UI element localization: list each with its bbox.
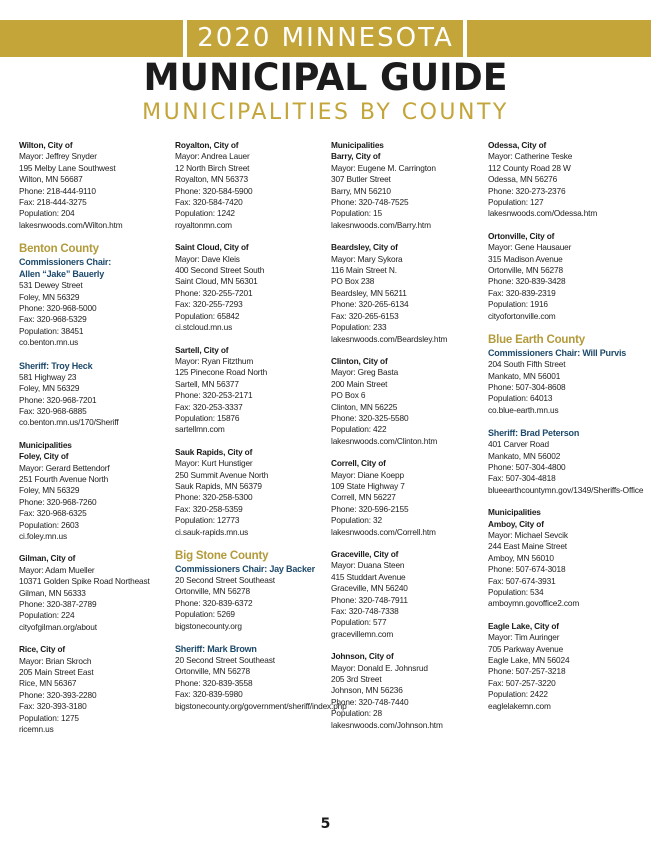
website-link[interactable]: blueearthcountymn.gov/1349/Sheriffs-Office — [488, 484, 644, 495]
commissioners-chair: Allen “Jake” Bauerly — [19, 269, 105, 280]
phone-number: Phone: 320-325-5580 — [331, 412, 409, 423]
municipality-name: Foley, City of — [19, 451, 69, 462]
municipality-name: Royalton, City of — [175, 140, 239, 150]
fax-number: Fax: 218-444-3275 — [19, 197, 87, 208]
municipality-name: Eagle Lake, City of — [488, 620, 559, 631]
population: Population: 38451 — [19, 325, 84, 336]
address-line: 200 Main Street — [331, 378, 388, 389]
address-line: 112 County Road 28 W — [488, 162, 571, 173]
fax-number: Fax: 320-258-5359 — [175, 503, 243, 514]
municipality-name: Rice, City of — [19, 644, 65, 655]
fax-number: Fax: 507-304-4818 — [488, 473, 556, 484]
municipality-entry — [331, 651, 489, 731]
fax-number: Fax: 320-968-6885 — [19, 405, 87, 416]
population: Population: 15876 — [175, 412, 240, 423]
address-line: 195 Melby Lane Southwest — [19, 162, 116, 173]
fax-number: Fax: 507-674-3931 — [488, 575, 556, 586]
population: Population: 577 — [331, 617, 387, 628]
commissioners-chair: Commissioners Chair: — [19, 257, 112, 268]
fax-number: Fax: 320-839-5980 — [175, 689, 243, 700]
address-line: Clinton, MN 56225 — [331, 401, 398, 412]
fax-number: Fax: 320-253-3337 — [175, 401, 243, 412]
population: Population: 204 — [19, 208, 75, 219]
column-2 — [175, 140, 347, 723]
phone-number: Phone: 320-839-6372 — [175, 597, 253, 608]
population: Population: 2422 — [488, 689, 548, 700]
website-link[interactable]: co.benton.mn.us — [19, 337, 79, 348]
population: Population: 1242 — [175, 208, 235, 219]
address-line: 400 Second Street South — [175, 265, 265, 276]
mayor-name: Mayor: Eugene M. Carrington — [331, 162, 436, 173]
population: Population: 534 — [488, 587, 544, 597]
address-line: Eagle Lake, MN 56024 — [488, 655, 570, 666]
address-line: Rice, MN 56367 — [19, 678, 77, 689]
website-link[interactable]: royaltonmn.com — [175, 219, 232, 230]
address-line: Ortonville, MN 56278 — [488, 265, 563, 276]
municipality-entry — [331, 356, 489, 447]
phone-number: Phone: 320-968-7201 — [19, 394, 97, 405]
mayor-name: Mayor: Andrea Lauer — [175, 151, 250, 162]
mayor-name: Mayor: Greg Basta — [331, 367, 399, 378]
fax-number: Fax: 320-255-7293 — [175, 299, 243, 310]
mayor-name: Mayor: Adam Mueller — [19, 564, 95, 575]
website-link[interactable]: cityofgilman.org/about — [19, 621, 97, 632]
phone-number: Phone: 507-674-3018 — [488, 564, 566, 575]
address-line: Graceville, MN 56240 — [331, 583, 408, 594]
website-link[interactable]: gracevillemn.com — [331, 628, 394, 639]
website-link[interactable]: ci.sauk-rapids.mn.us — [175, 526, 249, 537]
phone-number: Phone: 320-968-5000 — [19, 303, 97, 314]
address-line: Mankato, MN 56002 — [488, 450, 561, 461]
fax-number: Fax: 507-257-3220 — [488, 677, 556, 688]
phone-number: Phone: 320-393-2280 — [19, 689, 97, 700]
municipality-entry — [175, 242, 333, 333]
address-line: Sartell, MN 56377 — [175, 378, 239, 389]
mayor-name: Mayor: Mary Sykora — [331, 253, 403, 264]
address-line: Amboy, MN 56010 — [488, 552, 554, 563]
population: Population: 32 — [331, 515, 382, 526]
commissioners-chair: Commissioners Chair: Jay Backer — [175, 564, 315, 574]
county-name: Benton County — [19, 243, 99, 256]
address-line: 531 Dewey Street — [19, 280, 83, 291]
address-line: 125 Pinecone Road North — [175, 367, 268, 378]
municipality-name: Correll, City of — [331, 458, 386, 469]
address-line: 244 East Maine Street — [488, 541, 567, 552]
phone-number: Phone: 320-584-5900 — [175, 185, 253, 196]
website-link[interactable]: lakesnwoods.com/Clinton.htm — [331, 435, 438, 446]
fax-number: Fax: 320-839-2319 — [488, 287, 556, 298]
website-link[interactable]: sartellmn.com — [175, 424, 225, 435]
municipality-name: Beardsley, City of — [331, 242, 398, 253]
website-link[interactable]: ricemn.us — [19, 724, 54, 735]
sheriff-entry — [488, 427, 646, 496]
population: Population: 12773 — [175, 515, 240, 526]
website-link[interactable]: lakesnwoods.com/Barry.htm — [331, 219, 431, 230]
address-line: 705 Parkway Avenue — [488, 643, 564, 654]
website-link[interactable]: ci.stcloud.mn.us — [175, 322, 233, 333]
county-name: Blue Earth County — [488, 334, 585, 347]
column-3 — [331, 140, 489, 742]
phone-number: Phone: 320-253-2171 — [175, 390, 253, 401]
municipality-name: Saint Cloud, City of — [175, 242, 249, 253]
population: Population: 28 — [331, 708, 382, 719]
website-link[interactable]: lakesnwoods.com/Johnson.htm — [331, 719, 443, 730]
phone-number: Phone: 507-304-4800 — [488, 461, 566, 472]
address-line: Barry, MN 56210 — [331, 185, 391, 196]
address-line: 10371 Golden Spike Road Northeast — [19, 576, 150, 587]
municipality-entry — [19, 644, 177, 735]
website-link[interactable]: co.blue-earth.mn.us — [488, 404, 559, 415]
address-line: Foley, MN 56329 — [19, 291, 80, 302]
phone-number: Phone: 320-968-7260 — [19, 496, 97, 507]
municipality-entry — [19, 140, 177, 231]
phone-number: Phone: 320-387-2789 — [19, 599, 97, 609]
municipality-entry — [19, 440, 177, 543]
page-subtitle: MUNICIPALITIES BY COUNTY — [142, 100, 509, 125]
municipality-entry — [19, 553, 177, 633]
phone-number: Phone: 320-748-7440 — [331, 696, 409, 707]
address-line: Foley, MN 56329 — [19, 485, 80, 496]
address-line: Foley, MN 56329 — [19, 383, 80, 394]
phone-number: Phone: 507-304-8608 — [488, 381, 566, 392]
banner-title: 2020 MINNESOTA — [197, 23, 454, 53]
mayor-name: Mayor: Gene Hausauer — [488, 242, 572, 253]
website-link[interactable]: lakesnwoods.com/Correll.htm — [331, 526, 436, 537]
address-line: 401 Carver Road — [488, 439, 549, 450]
phone-number: Phone: 320-748-7911 — [331, 594, 408, 605]
population: Population: 2603 — [19, 519, 79, 530]
sheriff-name: Sheriff: Mark Brown — [175, 644, 257, 655]
section-label: Municipalities — [488, 507, 541, 518]
address-line: 20 Second Street Southeast — [175, 575, 275, 585]
county-entry — [19, 242, 177, 348]
phone-number: Phone: 320-748-7525 — [331, 197, 409, 208]
municipality-name: Graceville, City of — [331, 549, 399, 559]
mayor-name: Mayor: Donald E. Johnsrud — [331, 662, 428, 673]
fax-number: Fax: 320-393-3180 — [19, 701, 87, 712]
mayor-name: Mayor: Dave Kleis — [175, 253, 240, 264]
municipality-name: Sauk Rapids, City of — [175, 446, 253, 457]
mayor-name: Mayor: Diane Koepp — [331, 469, 404, 480]
population: Population: 127 — [488, 197, 544, 208]
population: Population: 1916 — [488, 299, 548, 310]
mayor-name: Mayor: Duana Steen — [331, 560, 405, 571]
address-line: Wilton, MN 56687 — [19, 174, 83, 185]
address-line: 315 Madison Avenue — [488, 253, 563, 264]
phone-number: Phone: 320-265-6134 — [331, 299, 409, 310]
sheriff-name: Sheriff: Troy Heck — [19, 360, 93, 371]
address-line: Beardsley, MN 56211 — [331, 287, 407, 298]
phone-number: Phone: 320-255-7201 — [175, 287, 253, 298]
address-line: 251 Fourth Avenue North — [19, 473, 109, 484]
mayor-name: Mayor: Tim Auringer — [488, 632, 560, 643]
municipality-entry — [175, 140, 333, 231]
column-1 — [19, 140, 177, 746]
address-line: 20 Second Street Southeast — [175, 655, 275, 666]
address-line: Saint Cloud, MN 56301 — [175, 276, 258, 287]
population: Population: 15 — [331, 208, 382, 219]
address-line: 116 Main Street N. — [331, 265, 397, 276]
sheriff-entry — [19, 360, 177, 429]
address-line: Correll, MN 56227 — [331, 492, 396, 503]
municipality-entry — [175, 345, 333, 436]
address-line: Ortonville, MN 56278 — [175, 666, 250, 677]
county-name: Big Stone County — [175, 550, 269, 562]
population: Population: 224 — [19, 610, 75, 621]
page-title: MUNICIPAL GUIDE — [143, 56, 508, 99]
website-link[interactable]: lakesnwoods.com/Odessa.htm — [488, 208, 598, 219]
website-link[interactable]: lakesnwoods.com/Wilton.htm — [19, 219, 123, 230]
phone-number: Phone: 507-257-3218 — [488, 666, 566, 677]
phone-number: Phone: 218-444-9110 — [19, 185, 96, 196]
fax-number: Fax: 320-748-7338 — [331, 606, 399, 617]
population: Population: 65842 — [175, 310, 240, 321]
fax-number: Fax: 320-265-6153 — [331, 310, 399, 321]
phone-number: Phone: 320-839-3558 — [175, 677, 253, 688]
address-line: Royalton, MN 56373 — [175, 174, 248, 185]
address-line: Odessa, MN 56276 — [488, 174, 558, 185]
mayor-name: Mayor: Brian Skroch — [19, 655, 92, 666]
municipality-entry — [488, 507, 646, 610]
municipality-entry — [488, 140, 646, 220]
sheriff-name: Sheriff: Brad Peterson — [488, 428, 580, 439]
address-line: 205 3rd Street — [331, 674, 382, 685]
address-line: PO Box 6 — [331, 390, 366, 401]
page-number: 5 — [320, 816, 331, 832]
column-4 — [488, 140, 646, 723]
sheriff-entry — [175, 643, 347, 712]
mayor-name: Mayor: Kurt Hunstiger — [175, 458, 253, 469]
phone-number: Phone: 320-596-2155 — [331, 503, 409, 514]
website-link[interactable]: eaglelakemn.com — [488, 700, 551, 711]
municipality-name: Clinton, City of — [331, 355, 388, 366]
website-link[interactable]: bigstonecounty.org — [175, 620, 242, 631]
municipality-name: Barry, City of — [331, 151, 381, 162]
municipality-entry — [331, 549, 489, 640]
municipality-entry — [488, 621, 646, 712]
municipality-name: Amboy, City of — [488, 518, 544, 529]
phone-number: Phone: 320-273-2376 — [488, 185, 566, 196]
address-line: Johnson, MN 56236 — [331, 685, 403, 696]
population: Population: 64013 — [488, 393, 553, 404]
fax-number: Fax: 320-968-5329 — [19, 314, 87, 325]
population: Population: 233 — [331, 322, 387, 333]
phone-number: Phone: 320-258-5300 — [175, 492, 253, 503]
website-link[interactable]: ci.foley.mn.us — [19, 530, 68, 541]
municipality-entry — [488, 231, 646, 322]
address-line: 415 Studdart Avenue — [331, 571, 406, 582]
municipality-name: Gilman, City of — [19, 553, 76, 564]
municipality-name: Odessa, City of — [488, 140, 547, 150]
address-line: 250 Summit Avenue North — [175, 469, 269, 480]
section-label: Municipalities — [19, 439, 72, 450]
fax-number: Fax: 320-584-7420 — [175, 197, 243, 208]
phone-number: Phone: 320-839-3428 — [488, 276, 566, 287]
address-line: 12 North Birch Street — [175, 162, 250, 173]
municipality-name: Johnson, City of — [331, 651, 394, 662]
commissioners-chair: Commissioners Chair: Will Purvis — [488, 348, 627, 359]
website-link[interactable]: bigstonecounty.org/government/sheriff/index.php — [175, 700, 347, 711]
population: Population: 5269 — [175, 609, 235, 620]
website-link[interactable]: cityofortonville.com — [488, 310, 556, 321]
fax-number: Fax: 320-968-6325 — [19, 508, 87, 519]
website-link[interactable]: co.benton.mn.us/170/Sheriff — [19, 417, 119, 428]
address-line: Gilman, MN 56333 — [19, 587, 86, 598]
population: Population: 1275 — [19, 712, 79, 723]
website-link[interactable]: lakesnwoods.com/Beardsley.htm — [331, 333, 448, 344]
county-entry — [175, 549, 333, 632]
address-line: 204 South Fifth Street — [488, 359, 566, 370]
section-label: Municipalities — [331, 140, 384, 150]
address-line: 307 Butler Street — [331, 174, 391, 185]
mayor-name: Mayor: Gerard Bettendorf — [19, 462, 110, 473]
address-line: 205 Main Street East — [19, 667, 94, 678]
address-line: PO Box 238 — [331, 276, 375, 287]
mayor-name: Mayor: Jeffrey Snyder — [19, 151, 97, 162]
address-line: Ortonville, MN 56278 — [175, 586, 250, 597]
municipality-entry — [331, 242, 489, 345]
address-line: 581 Highway 23 — [19, 371, 77, 382]
address-line: Mankato, MN 56001 — [488, 370, 561, 381]
municipality-entry — [331, 458, 489, 538]
municipality-entry — [331, 140, 489, 231]
website-link[interactable]: amboymn.govoffice2.com — [488, 598, 580, 609]
mayor-name: Mayor: Michael Sevcik — [488, 529, 568, 540]
municipality-name: Wilton, City of — [19, 140, 73, 150]
municipality-entry — [175, 447, 333, 538]
mayor-name: Mayor: Ryan Fitzthum — [175, 355, 254, 366]
municipality-name: Ortonville, City of — [488, 230, 555, 241]
county-entry — [488, 333, 646, 416]
population: Population: 422 — [331, 424, 387, 435]
mayor-name: Mayor: Catherine Teske — [488, 151, 573, 162]
address-line: Sauk Rapids, MN 56379 — [175, 480, 262, 491]
municipality-name: Sartell, City of — [175, 344, 229, 355]
address-line: 109 State Highway 7 — [331, 480, 405, 491]
